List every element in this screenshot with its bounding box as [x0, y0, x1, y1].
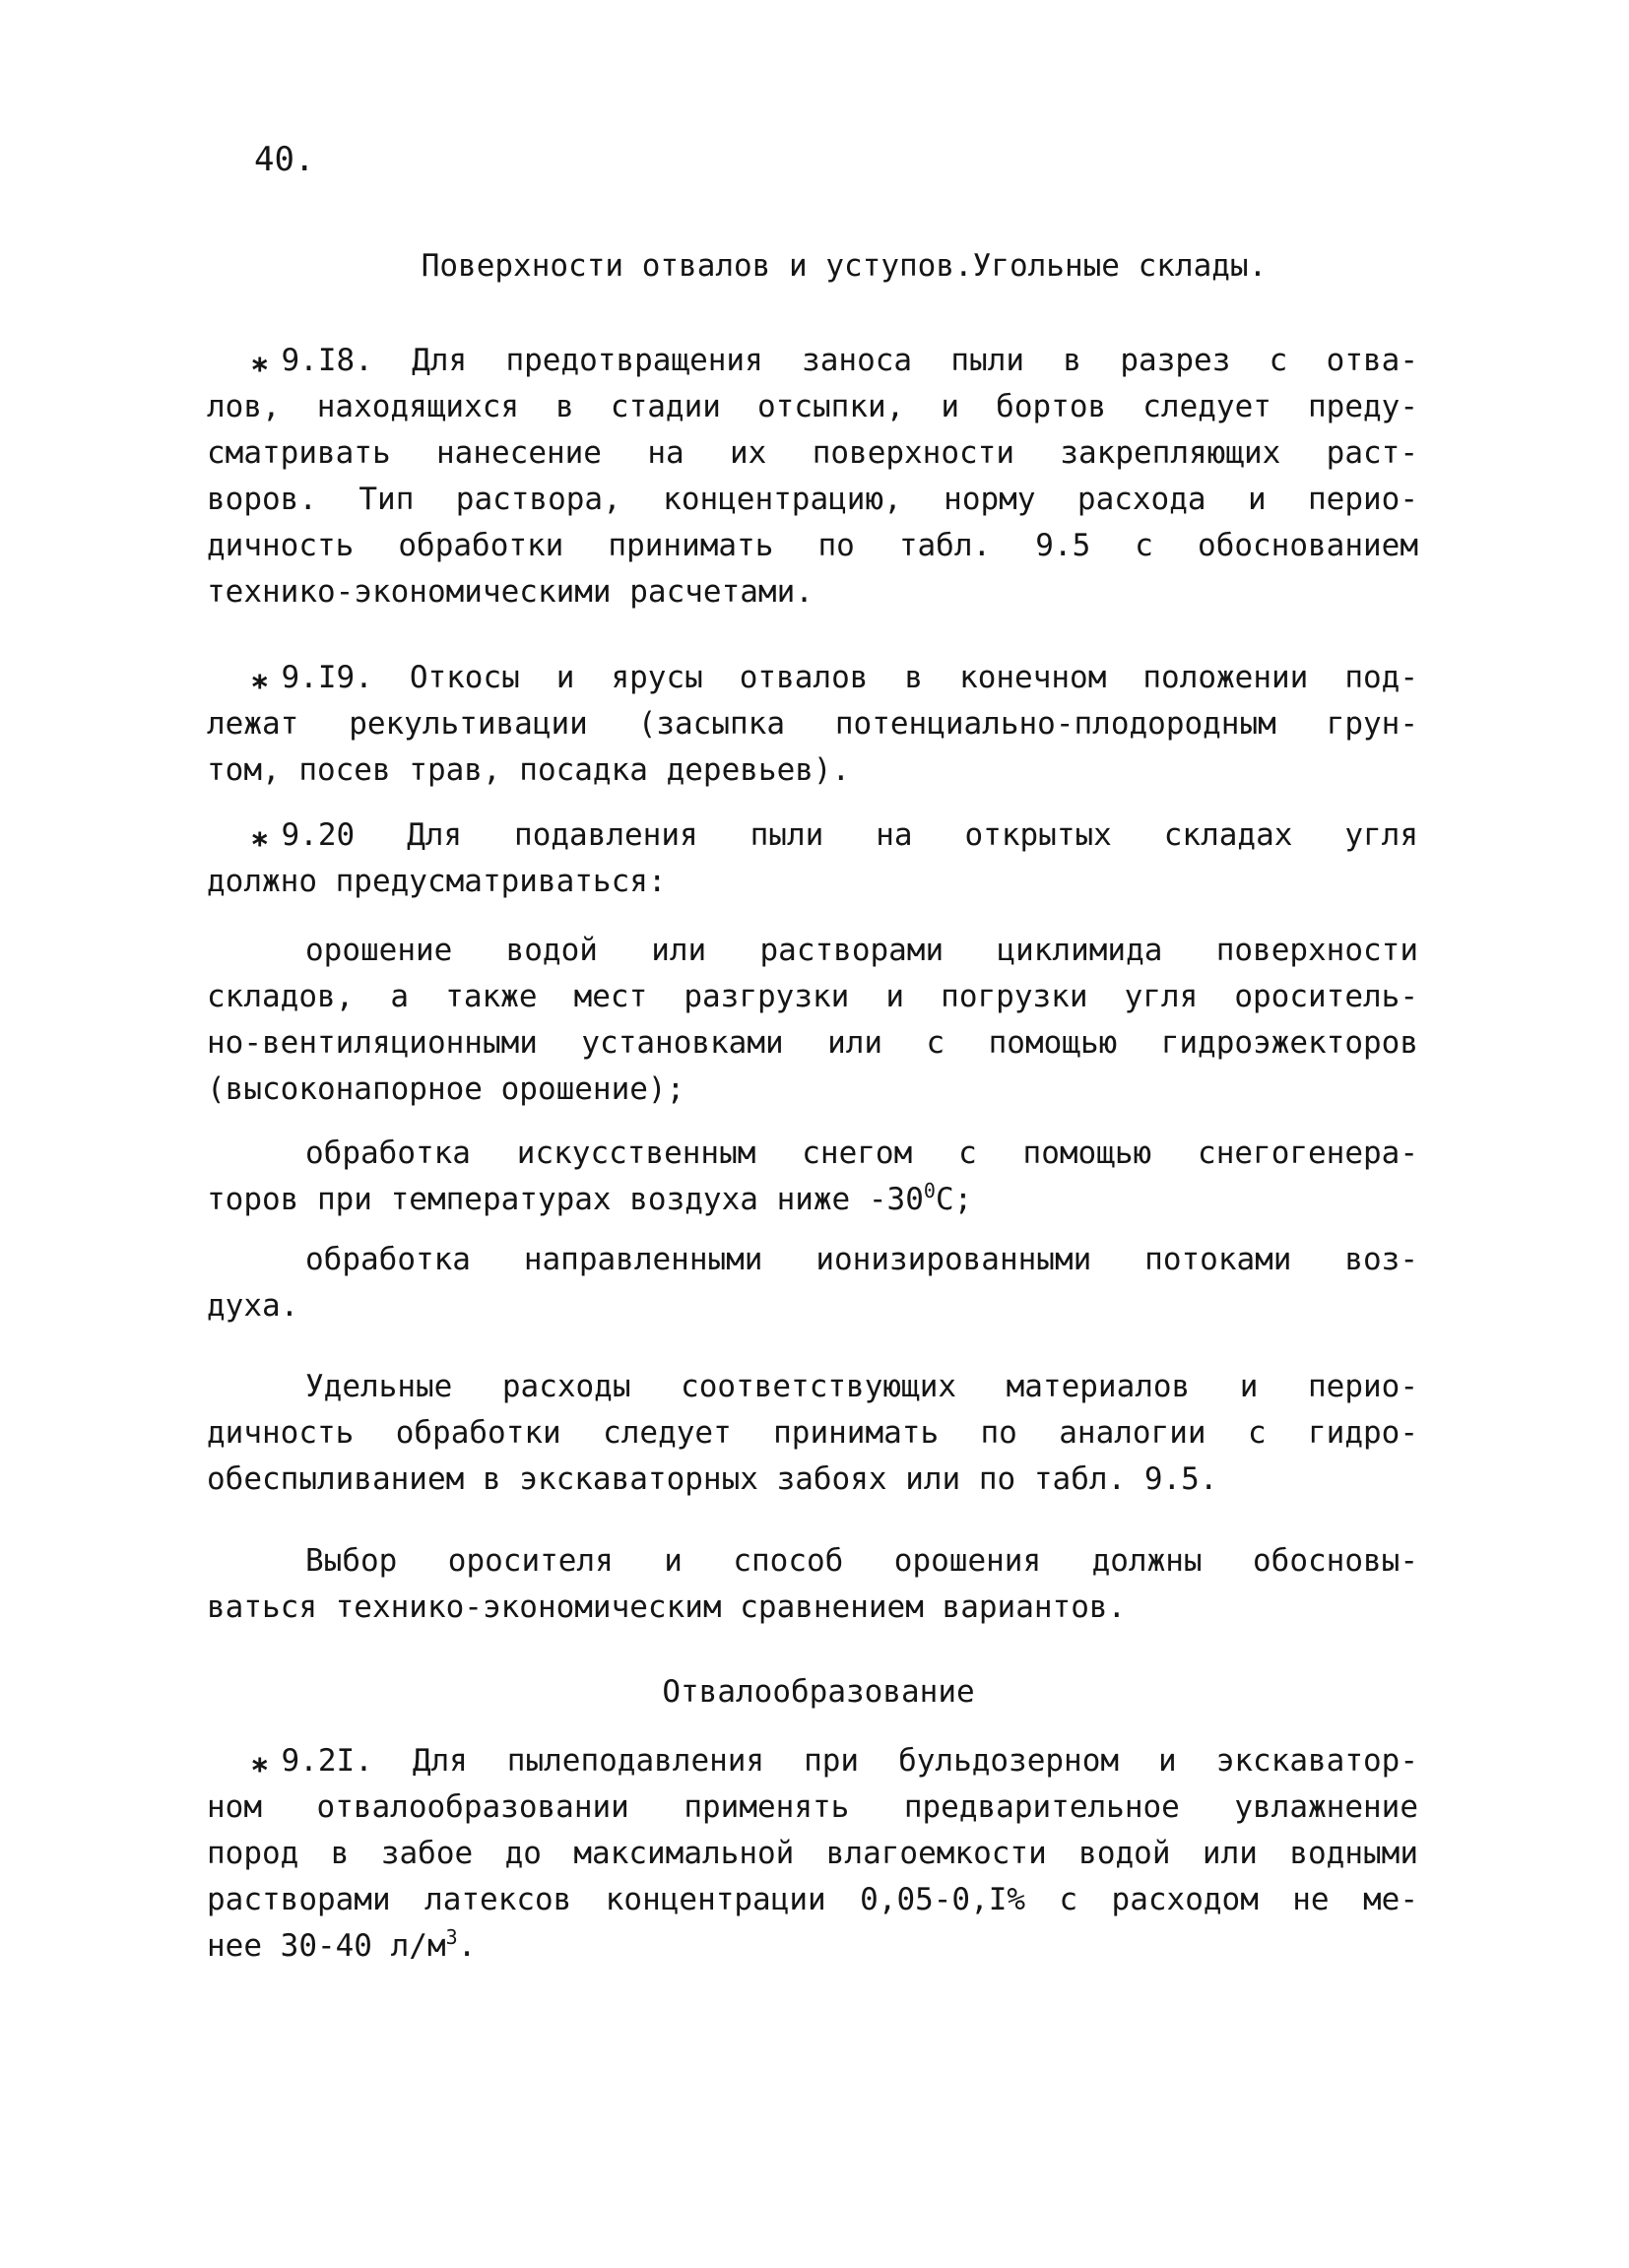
paragraph-line: обработка искусственным снегом с помощью снегогенера- [305, 1135, 1418, 1171]
paragraph-line: ⁎ 9.I8. Для предотвращения заноса пыли в разрез с отва- [252, 343, 1418, 378]
asterisk-marker: ⁎ [252, 817, 268, 853]
cubic-superscript: 3 [445, 1925, 458, 1949]
asterisk-marker: ⁎ [252, 660, 268, 695]
paragraph-9-21 [207, 1738, 1418, 1970]
paragraph-line: (высоконапорное орошение); [207, 1071, 685, 1107]
asterisk-marker: ⁎ [252, 1743, 268, 1779]
paragraph-line: лежат рекультивации (засыпка потенциально-плодородным грун- [207, 706, 1418, 742]
paragraph-line: должно предусматриваться: [207, 864, 667, 899]
paragraph-line: ⁎ 9.I9. Откосы и ярусы отвалов в конечном положении под- [252, 660, 1418, 695]
asterisk-marker: ⁎ [252, 343, 268, 378]
paragraph-9-18 [207, 338, 1418, 616]
paragraph-9-20-specific-consumption [207, 1364, 1418, 1503]
paragraph-line: обеспыливанием в экскаваторных забоях или по табл. 9.5. [207, 1461, 1218, 1497]
page-number: 40. [254, 140, 315, 179]
paragraph-9-20-irrigation [207, 928, 1418, 1113]
paragraph-line: обработка направленными ионизированными потоками воз- [305, 1242, 1418, 1277]
paragraph-line: дичность обработки принимать по табл. 9.5 с обоснованием [207, 528, 1418, 563]
paragraph-line: орошение водой или растворами циклимида поверхности [305, 933, 1418, 968]
paragraph-line: дичность обработки следует принимать по аналогии с гидро- [207, 1415, 1418, 1451]
paragraph-line: ⁎ 9.2I. Для пылеподавления при бульдозерном и экскаватор- [252, 1743, 1418, 1779]
paragraph-line: пород в забое до максимальной влагоемкости водой или водными [207, 1836, 1418, 1871]
paragraph-line: нее 30-40 $л/м^3$. [207, 1925, 477, 1964]
paragraph-9-20-ionized-flows [207, 1237, 1418, 1329]
paragraph-line: торов при температурах воздуха ниже $-30^0С$; [207, 1179, 973, 1217]
paragraph-line: ⁎ 9.20 Для подавления пыли на открытых складах угля [252, 817, 1418, 853]
paragraph-line: растворами латексов концентрации 0,05-0,I% с расходом не ме- [207, 1882, 1418, 1917]
paragraph-line: но-вентиляционными установками или с помощью гидроэжекторов [207, 1025, 1418, 1061]
paragraph-9-20 [207, 812, 1418, 905]
paragraph-9-20-sprinkler-choice [207, 1538, 1418, 1631]
paragraph-9-20-artificial-snow [207, 1131, 1418, 1223]
paragraph-line: сматривать нанесение на их поверхности закрепляющих раст- [207, 435, 1418, 471]
paragraph-line: ваться технико-экономическим сравнением вариантов. [207, 1589, 1127, 1625]
degree-superscript: 0 [923, 1179, 936, 1202]
paragraph-line: технико-экономическими расчетами. [207, 574, 814, 610]
paragraph-line: Выбор оросителя и способ орошения должны обосновы- [305, 1543, 1418, 1579]
paragraph-line: складов, а также мест разгрузки и погрузки угля ороситель- [207, 979, 1418, 1014]
paragraph-line: том, посев трав, посадка деревьев). [207, 752, 851, 788]
paragraph-line: духа. [207, 1288, 299, 1324]
section-heading-dumping: Отвалообразование [662, 1674, 975, 1710]
paragraph-9-19 [207, 655, 1418, 794]
section-heading-dump-surfaces: Поверхности отвалов и уступов.Угольные склады. [421, 248, 1268, 284]
paragraph-line: Удельные расходы соответствующих материалов и перио- [305, 1369, 1418, 1404]
paragraph-line: лов, находящихся в стадии отсыпки, и бортов следует преду- [207, 389, 1418, 424]
paragraph-line: ном отвалообразовании применять предварительное увлажнение [207, 1789, 1418, 1825]
paragraph-line: воров. Тип раствора, концентрацию, норму расхода и перио- [207, 482, 1418, 517]
